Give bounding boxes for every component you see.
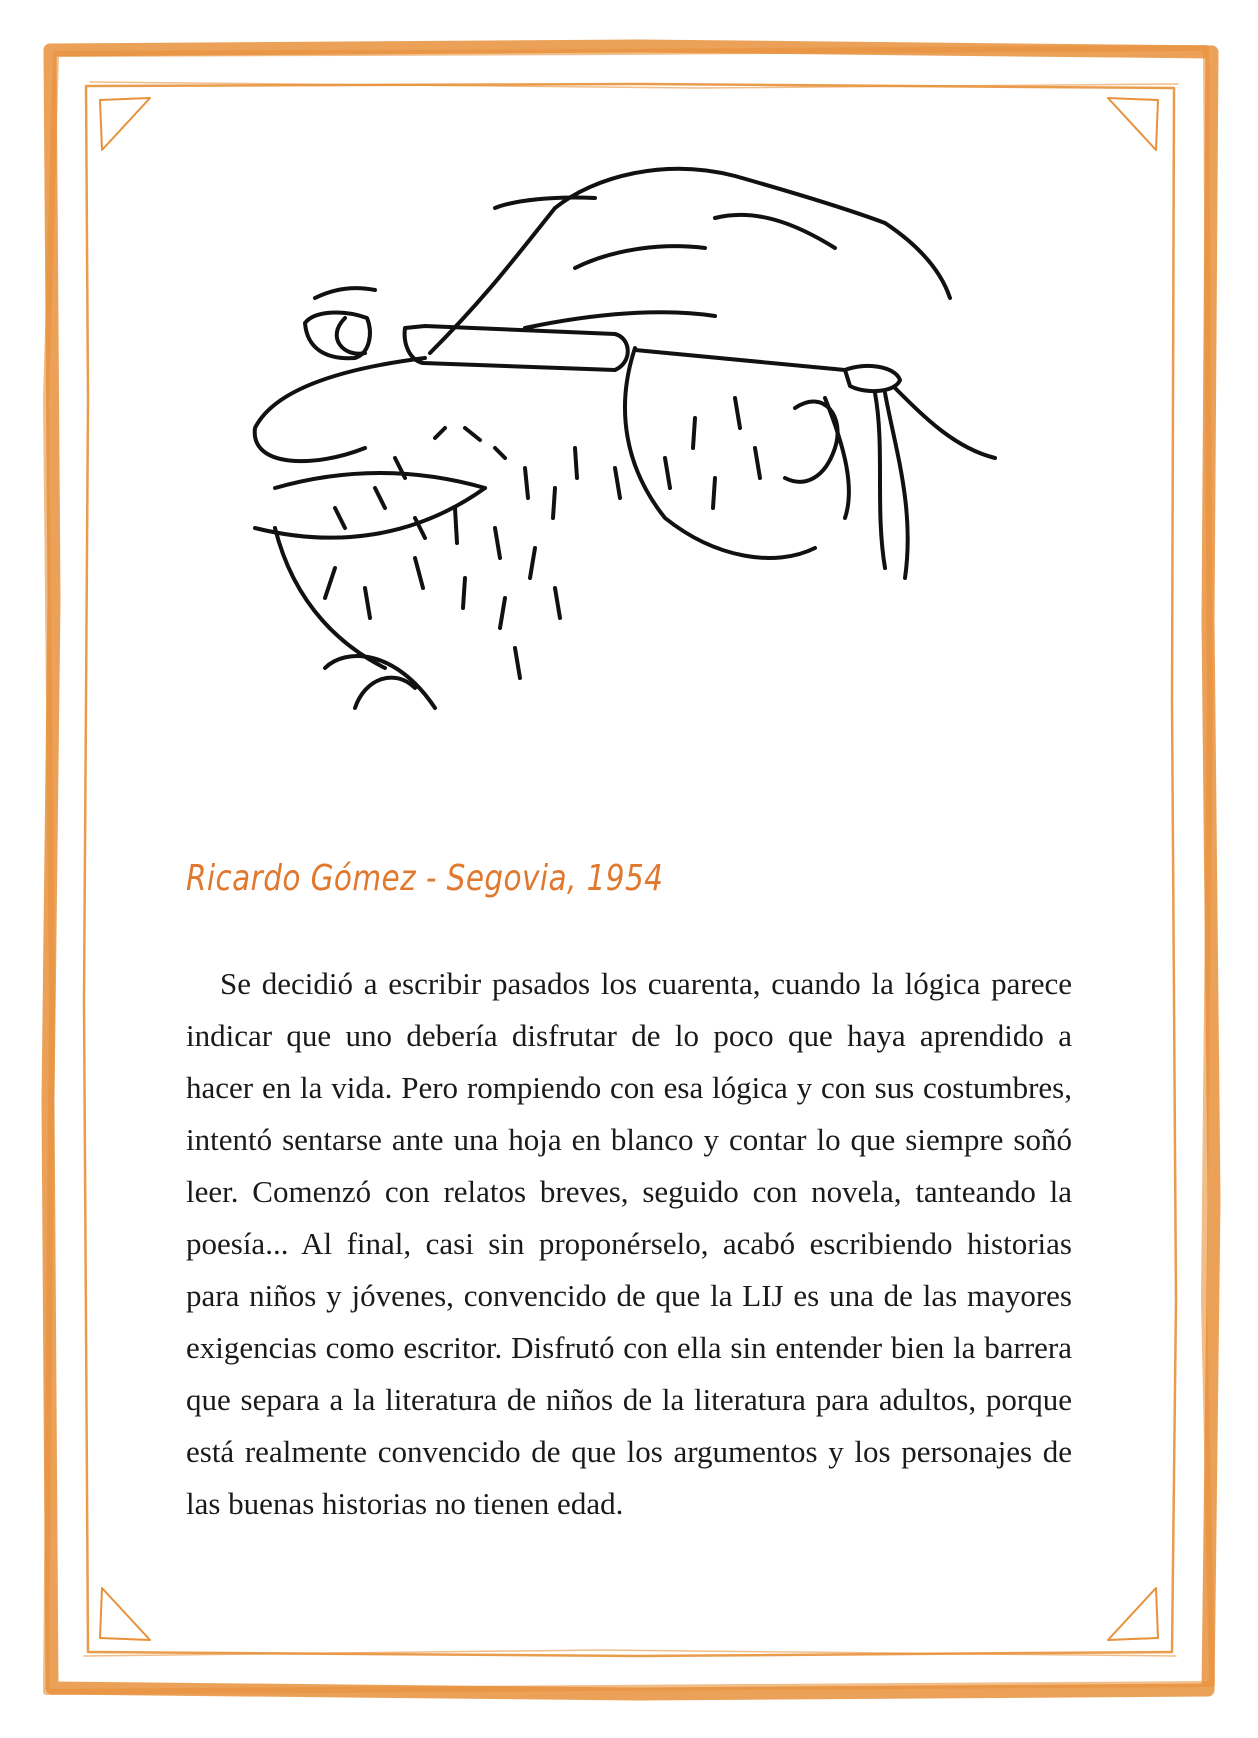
portrait-sketch-icon xyxy=(195,148,1075,818)
author-caption: Ricardo Gómez - Segovia, 1954 xyxy=(186,858,664,899)
author-biography: Se decidió a escribir pasados los cuarenta, cuando la lógica parece indicar que uno debería disfrutar de lo poco que haya aprendido a hacer en la vida. Pero rompiendo con esa lógica y con sus costumbres, intentó sentarse ante una hoja en blanco y contar lo que siempre soñó leer. Comenzó con relatos breves, seguido con novela, tanteando la poesía... Al final, casi sin proponérselo, acabó escribiendo historias para niños y jóvenes, convencido de que la LIJ es una de las mayores exigencias como escritor. Disfrutó con ella sin entender bien la barrera que separa a la literatura de niños de la literatura para adultos, porque está realmente convencido de que los argumentos y los personajes de las buenas historias no tienen edad. xyxy=(186,966,1072,1521)
